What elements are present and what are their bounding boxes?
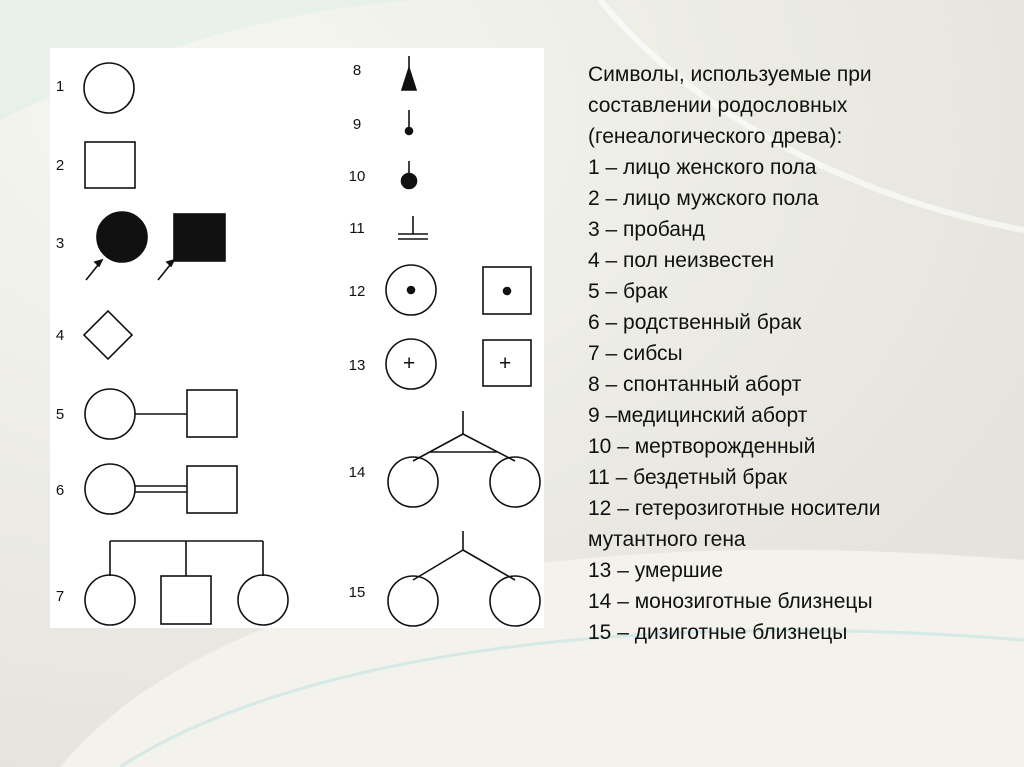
symbol-number: 13 (348, 357, 366, 374)
legend-item: 2 – лицо мужского пола (588, 187, 819, 210)
symbol-number: 11 (349, 220, 365, 237)
heterozygous-carrier-icon (386, 265, 531, 315)
legend-item: 8 – спонтанный аборт (588, 373, 802, 396)
symbol-number: 12 (348, 283, 366, 300)
legend-item: 5 – брак (588, 280, 668, 303)
legend-item: 7 – сибсы (588, 342, 683, 365)
symbol-number: 4 (55, 327, 65, 344)
symbol-number: 6 (55, 482, 65, 499)
legend-item: 14 – монозиготные близнецы (588, 590, 873, 613)
medical-abortion-icon (406, 110, 413, 135)
legend-item: 11 – бездетный брак (588, 466, 788, 489)
legend-title-line: (генеалогического древа): (588, 125, 843, 148)
plus-mark: + (499, 352, 512, 375)
stillborn-icon (402, 161, 417, 189)
symbol-number: 14 (348, 464, 366, 481)
legend-text (588, 59, 1008, 648)
legend-item: мутантного гена (588, 528, 746, 551)
legend-item: 3 – пробанд (588, 218, 705, 241)
symbol-number: 3 (55, 235, 65, 252)
consanguineous-marriage-icon (85, 464, 237, 514)
monozygotic-twins-icon (388, 411, 540, 507)
legend-item: 6 – родственный брак (588, 311, 802, 334)
legend-item: 1 – лицо женского пола (588, 156, 817, 179)
symbol-number: 15 (348, 584, 366, 601)
legend-item: 15 – дизиготные близнецы (588, 621, 848, 644)
childless-marriage-icon (398, 216, 428, 239)
legend-item: 13 – умершие (588, 559, 724, 582)
legend-item: 4 – пол неизвестен (588, 249, 775, 272)
siblings-icon (85, 541, 288, 625)
legend-item: 12 – гетерозиготные носители (588, 497, 881, 520)
symbol-number: 7 (55, 588, 65, 605)
dizygotic-twins-icon (388, 531, 540, 626)
legend-item: 10 – мертворожденный (588, 435, 816, 458)
plus-mark: + (403, 352, 416, 375)
legend-item: 9 –медицинский аборт (588, 404, 808, 427)
proband-icon (86, 212, 225, 280)
female-circle-icon (84, 63, 134, 113)
symbol-number: 1 (55, 78, 65, 95)
legend-title-line: составлении родословных (588, 94, 848, 117)
spontaneous-abortion-icon (402, 56, 416, 90)
symbol-number: 9 (352, 116, 362, 133)
symbols-panel (50, 48, 544, 628)
symbol-number: 5 (55, 406, 65, 423)
symbol-number: 2 (55, 157, 65, 174)
symbol-number: 8 (352, 62, 362, 79)
symbol-number: 10 (348, 168, 366, 185)
unknown-sex-diamond-icon (84, 311, 132, 359)
legend-title-line: Символы, используемые при (588, 63, 872, 86)
marriage-icon (85, 389, 237, 439)
male-square-icon (85, 142, 135, 188)
